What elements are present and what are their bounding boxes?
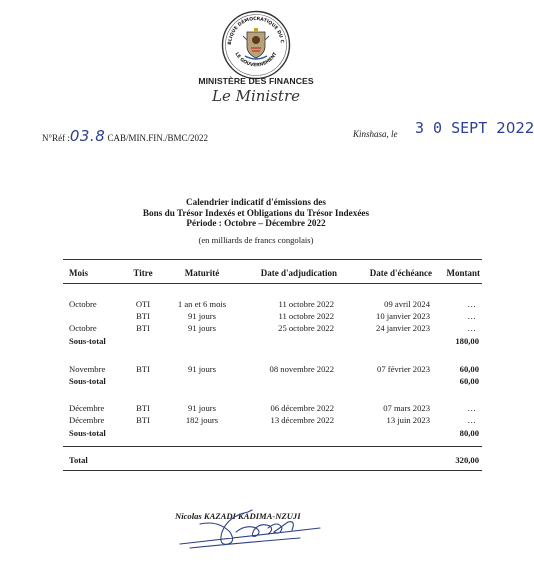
cell-titre: BTI — [136, 415, 150, 425]
cell-maturite: 182 jours — [185, 415, 219, 425]
cell-maturite: 91 jours — [188, 311, 216, 321]
cell-maturite: 91 jours — [188, 323, 216, 333]
subtotal-label: Sous-total — [69, 428, 106, 438]
cell-adjudication: 25 octobre 2022 — [278, 323, 334, 333]
subtotal-amount: 180,00 — [455, 336, 479, 346]
cell-echeance: 09 avril 2024 — [384, 299, 430, 309]
cell-maturite: 1 an et 6 mois — [177, 299, 227, 309]
title-line-3: Période : Octobre – Décembre 2022 — [186, 218, 326, 229]
cell-mois: Octobre — [69, 299, 97, 309]
reference-prefix: N°Réf : — [42, 133, 70, 143]
cell-maturite: 91 jours — [188, 403, 216, 413]
cell-echeance: 24 janvier 2023 — [376, 323, 430, 333]
subtotal-amount: 80,00 — [459, 428, 479, 438]
cell-titre: BTI — [136, 311, 150, 321]
cell-montant: … — [467, 311, 476, 321]
reference-number: 03.8 — [69, 127, 106, 145]
header-titre: Titre — [133, 268, 153, 278]
cell-echeance: 07 février 2023 — [377, 364, 430, 374]
reference-suffix: CAB/MIN.FIN./BMC/2022 — [107, 133, 209, 143]
cell-mois: Octobre — [69, 323, 97, 333]
title-line-2: Bons du Trésor Indexés et Obligations du Trésor Indexées — [142, 207, 370, 218]
minister-title: Le Ministre — [212, 87, 300, 105]
subtotal-label: Sous-total — [69, 336, 106, 346]
cell-adjudication: 13 décembre 2022 — [270, 415, 334, 425]
stamp-day: 3 0 — [415, 119, 443, 137]
table-top-rule — [63, 259, 482, 260]
cell-titre: BTI — [136, 364, 150, 374]
document-title — [0, 197, 512, 229]
signatory-name: Nicolas KAZADI KADIMA-NZUJI — [175, 511, 301, 521]
cell-adjudication: 08 novembre 2022 — [269, 364, 334, 374]
cell-echeance: 07 mars 2023 — [383, 403, 430, 413]
header-maturite: Maturité — [184, 268, 220, 278]
cell-mois: Décembre — [69, 403, 105, 413]
cell-adjudication: 06 décembre 2022 — [270, 403, 334, 413]
cell-mois: Décembre — [69, 415, 105, 425]
cell-adjudication: 11 octobre 2022 — [278, 311, 334, 321]
table-bottom-rule — [63, 470, 482, 471]
reference-line — [42, 127, 208, 145]
header-mois: Mois — [69, 268, 88, 278]
header-echeance: Date d'échéance — [369, 268, 432, 278]
header-montant: Montant — [446, 268, 480, 278]
date-stamp — [415, 119, 534, 137]
svg-text:RÉPUBLIQUE DÉMOCRATIQUE DU CON: BLIQUE DÉMOCRATIQUE DU C — [227, 16, 284, 46]
cell-montant: … — [467, 299, 476, 309]
cell-maturite: 91 jours — [188, 364, 216, 374]
cell-titre: BTI — [136, 323, 150, 333]
cell-adjudication: 11 octobre 2022 — [278, 299, 334, 309]
total-top-rule — [63, 446, 482, 447]
cell-montant: … — [467, 415, 476, 425]
place-label: Kinshasa, le — [353, 129, 398, 139]
stamp-month: SEPT — [451, 119, 488, 137]
header-bottom-rule — [63, 283, 482, 284]
svg-text:LE GOUVERNEMENT: LE GOUVERNEMENT — [233, 51, 279, 69]
total-amount: 320,00 — [455, 455, 479, 465]
subtotal-label: Sous-total — [69, 376, 106, 386]
title-line-1: Calendrier indicatif d'émissions des — [186, 197, 326, 207]
stamp-year: 2022 — [496, 119, 534, 137]
document-subtitle: (en milliards de francs congolais) — [198, 235, 314, 245]
cell-echeance: 13 juin 2023 — [386, 415, 430, 425]
cell-montant: … — [467, 323, 476, 333]
handwritten-signature — [170, 498, 350, 552]
ministry-name: MINISTÈRE DES FINANCES — [198, 76, 314, 86]
cell-echeance: 10 janvier 2023 — [376, 311, 430, 321]
cell-titre: OTI — [135, 299, 151, 309]
republic-seal-logo — [221, 10, 291, 80]
cell-mois: Novembre — [69, 364, 106, 374]
cell-montant: 60,00 — [459, 364, 479, 374]
cell-titre: BTI — [136, 403, 150, 413]
cell-montant: … — [467, 403, 476, 413]
header-adjudication: Date d'adjudication — [260, 268, 337, 278]
subtotal-amount: 60,00 — [459, 376, 479, 386]
total-label: Total — [69, 455, 88, 465]
